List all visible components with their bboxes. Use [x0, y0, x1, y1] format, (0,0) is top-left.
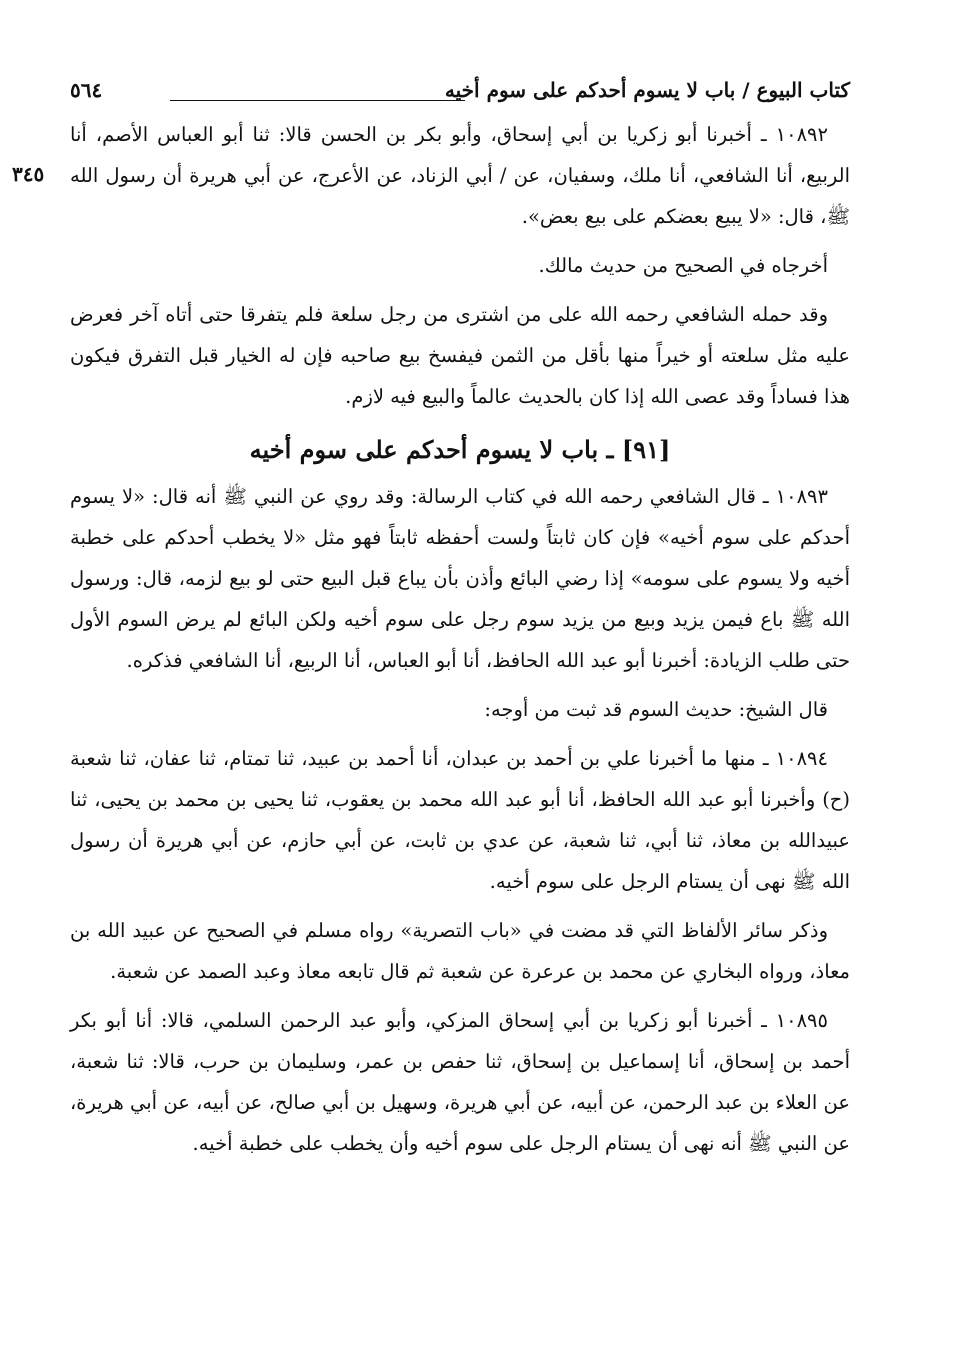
page-number: ٥٦٤ [70, 78, 103, 102]
section-heading: [٩١] ـ باب لا يسوم أحدكم على سوم أخيه [249, 435, 671, 464]
page-body [12, 114, 850, 1164]
paragraph-10893: ١٠٨٩٣ ـ قال الشافعي رحمه الله في كتاب الرسالة: وقد روي عن النبي ﷺ أنه قال: «لا يسوم أحدكم على سوم أخيه» فإن كان ثابتاً ولست أحفظه ثابتاً فهو مثل «لا يخطب أحدكم على خطبة أخيه ولا يسوم على سومه» إذا رضي البائع وأذن بأن يباع قبل البيع حتى لو بيع لزمه، قال: ورسول الله ﷺ باع فيمن يزيد وبيع من يزيد سوم رجل على سوم أخيه ولكن البائع لم يرض السوم الأول حتى طلب الزيادة: أخبرنا أبو عبد الله الحافظ، أنا أبو العباس، أنا الربيع، أنا الشافعي فذكره. [70, 485, 850, 672]
paragraph-10892: ١٠٨٩٢ ـ أخبرنا أبو زكريا بن أبي إسحاق، وأبو بكر بن الحسن قالا: ثنا أبو العباس الأصم، أنا الربيع، أنا الشافعي، أنا ملك، وسفيان، عن / أبي الزناد، عن الأعرج، عن أبي هريرة أن رسول الله ﷺ، قال: «لا يبيع بعضكم على بيع بعض». [70, 123, 850, 228]
header-rule [170, 100, 465, 101]
book-page [12, 70, 850, 1320]
paragraph-10894: ١٠٨٩٤ ـ منها ما أخبرنا علي بن أحمد بن عبدان، أنا أحمد بن عبيد، ثنا تمتام، ثنا عفان، ثنا شعبة (ح) وأخبرنا أبو عبد الله الحافظ، أنا أبو عبد الله محمد بن يعقوب، ثنا يحيى بن محمد بن يحيى، ثنا عبيدالله بن معاذ، ثنا أبي، ثنا شعبة، عن عدي بن ثابت، عن أبي حازم، عن أبي هريرة أن رسول الله ﷺ نهى أن يستام الرجل على سوم أخيه. [70, 747, 850, 893]
paragraph-10895: ١٠٨٩٥ ـ أخبرنا أبو زكريا بن أبي إسحاق المزكي، وأبو عبد الرحمن السلمي، قالا: أنا أبو بكر أحمد بن إسحاق، أنا إسماعيل بن إسحاق، ثنا حفص بن عمر، وسليمان بن حرب، قالا: ثنا شعبة، عن العلاء بن عبد الرحمن، عن أبيه، عن أبي هريرة، وسهيل بن أبي صالح، عن أبيه، عن أبي هريرة، عن النبي ﷺ أنه نهى أن يستام الرجل على سوم أخيه وأن يخطب على خطبة أخيه. [70, 1009, 850, 1155]
paragraph-shaykh: قال الشيخ: حديث السوم قد ثبت من أوجه: [484, 698, 828, 721]
margin-page-number: ٣٤٥ [12, 162, 45, 186]
running-header [70, 70, 850, 114]
paragraph-alfaz: وذكر سائر الألفاظ التي قد مضت في «باب التصرية» رواه مسلم في الصحيح عن عبيد الله بن معاذ، ورواه البخاري عن محمد بن عرعرة عن شعبة ثم قال تابعه معاذ وعبد الصمد عن شعبة. [70, 919, 850, 983]
header-title: كتاب البيوع / باب لا يسوم أحدكم على سوم أخيه [444, 78, 850, 102]
paragraph-takhrij: أخرجاه في الصحيح من حديث مالك. [538, 254, 828, 277]
paragraph-commentary: وقد حمله الشافعي رحمه الله على من اشترى من رجل سلعة فلم يتفرقا حتى أتاه آخر فعرض عليه مثل سلعته أو خيراً منها بأقل من الثمن فيفسخ بيع صاحبه فإن له الخيار قبل التفرق فيكون هذا فساداً وقد عصى الله إذا كان بالحديث عالماً والبيع فيه لازم. [70, 303, 850, 408]
